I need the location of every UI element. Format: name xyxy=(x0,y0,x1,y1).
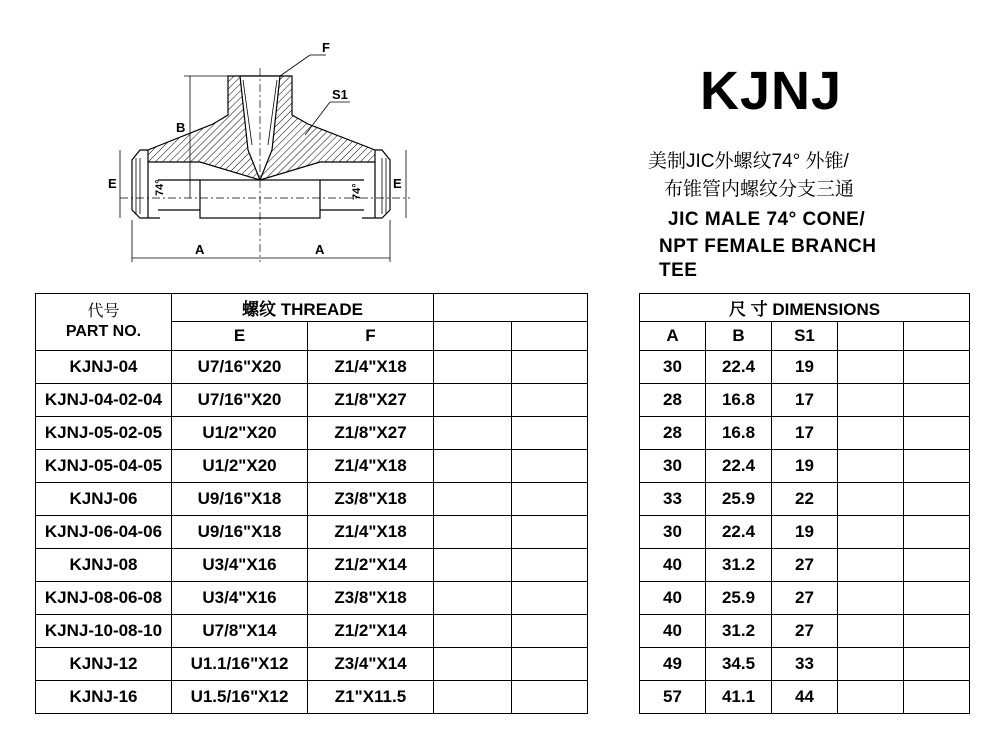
cell-blank xyxy=(838,450,904,483)
header-blank-2 xyxy=(434,322,512,351)
cell-blank xyxy=(904,417,970,450)
cell-part: KJNJ-04-02-04 xyxy=(36,384,172,417)
cell-f: Z1/4"X18 xyxy=(308,450,434,483)
cell-blank xyxy=(512,615,588,648)
cell-f: Z1"X11.5 xyxy=(308,681,434,714)
cell-blank xyxy=(434,582,512,615)
table-row xyxy=(36,351,970,384)
cell-b: 31.2 xyxy=(706,615,772,648)
label-e-right: E xyxy=(393,176,402,191)
table-row xyxy=(36,648,970,681)
cell-a: 30 xyxy=(640,351,706,384)
cell-blank xyxy=(904,648,970,681)
header-col-e: E xyxy=(172,322,308,351)
cell-a: 40 xyxy=(640,549,706,582)
cell-part: KJNJ-06 xyxy=(36,483,172,516)
cell-part: KJNJ-04 xyxy=(36,351,172,384)
label-b: B xyxy=(176,120,186,135)
cell-e: U9/16"X18 xyxy=(172,516,308,549)
cell-blank xyxy=(434,681,512,714)
table-row xyxy=(36,582,970,615)
cell-part: KJNJ-12 xyxy=(36,648,172,681)
table-row xyxy=(36,417,970,450)
cell-blank xyxy=(904,384,970,417)
cell-blank xyxy=(512,351,588,384)
cell-blank xyxy=(434,549,512,582)
cell-f: Z3/8"X18 xyxy=(308,582,434,615)
description-cn-line2: 布锥管内螺纹分支三通 xyxy=(664,179,855,200)
cell-blank xyxy=(512,549,588,582)
cell-blank xyxy=(434,648,512,681)
cell-s1: 19 xyxy=(772,351,838,384)
cell-blank xyxy=(434,483,512,516)
cell-part: KJNJ-05-04-05 xyxy=(36,450,172,483)
cell-part: KJNJ-08 xyxy=(36,549,172,582)
cell-s1: 17 xyxy=(772,384,838,417)
cell-a: 40 xyxy=(640,582,706,615)
cell-b: 25.9 xyxy=(706,483,772,516)
cell-part: KJNJ-08-06-08 xyxy=(36,582,172,615)
cell-e: U9/16"X18 xyxy=(172,483,308,516)
cell-e: U7/8"X14 xyxy=(172,615,308,648)
cell-s1: 22 xyxy=(772,483,838,516)
cell-blank xyxy=(434,384,512,417)
cell-s1: 19 xyxy=(772,516,838,549)
cell-b: 31.2 xyxy=(706,549,772,582)
cell-blank xyxy=(904,549,970,582)
header-blank-4 xyxy=(838,322,904,351)
cell-f: Z3/8"X18 xyxy=(308,483,434,516)
header-blank-3 xyxy=(512,322,588,351)
table-row xyxy=(36,516,970,549)
cell-blank xyxy=(512,483,588,516)
label-a-left: A xyxy=(195,242,205,257)
cell-e: U1/2"X20 xyxy=(172,450,308,483)
header-part-cn: 代号 xyxy=(87,303,120,320)
cell-blank xyxy=(512,582,588,615)
cell-f: Z1/8"X27 xyxy=(308,384,434,417)
cell-part: KJNJ-16 xyxy=(36,681,172,714)
cell-s1: 44 xyxy=(772,681,838,714)
cell-blank xyxy=(434,351,512,384)
cell-blank xyxy=(904,516,970,549)
cell-part: KJNJ-10-08-10 xyxy=(36,615,172,648)
cell-blank xyxy=(838,516,904,549)
cell-blank xyxy=(838,417,904,450)
cell-e: U3/4"X16 xyxy=(172,582,308,615)
table-row xyxy=(36,615,970,648)
cell-e: U1.1/16"X12 xyxy=(172,648,308,681)
cell-blank xyxy=(512,681,588,714)
description-cn-line1: 美制JIC外螺纹74° 外锥/ xyxy=(648,151,849,172)
cell-blank xyxy=(904,582,970,615)
table-row xyxy=(36,681,970,714)
cell-blank xyxy=(838,549,904,582)
cell-b: 41.1 xyxy=(706,681,772,714)
table-row xyxy=(36,483,970,516)
cell-b: 22.4 xyxy=(706,516,772,549)
cell-part: KJNJ-06-04-06 xyxy=(36,516,172,549)
product-code: KJNJ xyxy=(700,61,843,121)
table-row xyxy=(36,450,970,483)
cell-blank xyxy=(512,384,588,417)
header-col-f: F xyxy=(308,322,434,351)
cell-b: 34.5 xyxy=(706,648,772,681)
tee-fitting-drawing xyxy=(100,40,430,275)
description-en-line2: NPT FEMALE BRANCH TEE xyxy=(659,236,877,281)
cell-a: 40 xyxy=(640,615,706,648)
cell-blank xyxy=(838,582,904,615)
cell-b: 16.8 xyxy=(706,417,772,450)
cell-b: 25.9 xyxy=(706,582,772,615)
cell-blank xyxy=(838,681,904,714)
cell-blank xyxy=(904,615,970,648)
cell-s1: 17 xyxy=(772,417,838,450)
cell-blank xyxy=(904,351,970,384)
cell-blank xyxy=(838,384,904,417)
spec-table xyxy=(35,293,970,714)
cell-b: 22.4 xyxy=(706,351,772,384)
cell-a: 33 xyxy=(640,483,706,516)
header-row-1 xyxy=(36,294,970,322)
table-row xyxy=(36,549,970,582)
label-f: F xyxy=(322,40,330,55)
cell-a: 28 xyxy=(640,384,706,417)
cell-part: KJNJ-05-02-05 xyxy=(36,417,172,450)
header-part-no xyxy=(36,294,172,351)
cell-a: 30 xyxy=(640,516,706,549)
cell-blank xyxy=(512,648,588,681)
cell-s1: 19 xyxy=(772,450,838,483)
cell-blank xyxy=(512,450,588,483)
cell-e: U7/16"X20 xyxy=(172,351,308,384)
cell-a: 30 xyxy=(640,450,706,483)
label-angle-left: 74° xyxy=(154,179,166,196)
cell-f: Z3/4"X14 xyxy=(308,648,434,681)
header-thread: 螺纹 THREADE xyxy=(172,294,434,322)
cell-f: Z1/4"X18 xyxy=(308,516,434,549)
cell-f: Z1/4"X18 xyxy=(308,351,434,384)
cell-f: Z1/2"X14 xyxy=(308,615,434,648)
cell-s1: 27 xyxy=(772,615,838,648)
table-row xyxy=(36,384,970,417)
label-a-right: A xyxy=(315,242,325,257)
cell-e: U7/16"X20 xyxy=(172,384,308,417)
cell-blank xyxy=(838,648,904,681)
header-col-b: B xyxy=(706,322,772,351)
label-s1: S1 xyxy=(332,87,348,102)
label-e-left: E xyxy=(108,176,117,191)
cell-b: 22.4 xyxy=(706,450,772,483)
cell-b: 16.8 xyxy=(706,384,772,417)
cell-blank xyxy=(512,417,588,450)
table-gap xyxy=(588,294,640,714)
cell-a: 49 xyxy=(640,648,706,681)
cell-a: 28 xyxy=(640,417,706,450)
cell-blank xyxy=(434,450,512,483)
cell-blank xyxy=(434,417,512,450)
cell-a: 57 xyxy=(640,681,706,714)
header-col-a: A xyxy=(640,322,706,351)
label-angle-right: 74° xyxy=(351,183,363,200)
cell-blank xyxy=(838,351,904,384)
cell-blank xyxy=(904,450,970,483)
cell-blank xyxy=(512,516,588,549)
cell-blank xyxy=(838,483,904,516)
cell-e: U1.5/16"X12 xyxy=(172,681,308,714)
description-en-line1: JIC MALE 74° CONE/ xyxy=(668,209,866,230)
cell-blank xyxy=(904,483,970,516)
cell-blank xyxy=(434,615,512,648)
cell-e: U1/2"X20 xyxy=(172,417,308,450)
header-blank-1 xyxy=(434,294,588,322)
header-row-2 xyxy=(36,322,970,351)
cell-s1: 27 xyxy=(772,549,838,582)
cell-f: Z1/2"X14 xyxy=(308,549,434,582)
header-dimensions: 尺 寸 DIMENSIONS xyxy=(640,294,970,322)
cell-s1: 27 xyxy=(772,582,838,615)
cell-blank xyxy=(904,681,970,714)
header-blank-5 xyxy=(904,322,970,351)
header-col-s1: S1 xyxy=(772,322,838,351)
cell-s1: 33 xyxy=(772,648,838,681)
cell-blank xyxy=(434,516,512,549)
cell-blank xyxy=(838,615,904,648)
header-part-en: PART NO. xyxy=(65,323,142,340)
cell-f: Z1/8"X27 xyxy=(308,417,434,450)
cell-e: U3/4"X16 xyxy=(172,549,308,582)
